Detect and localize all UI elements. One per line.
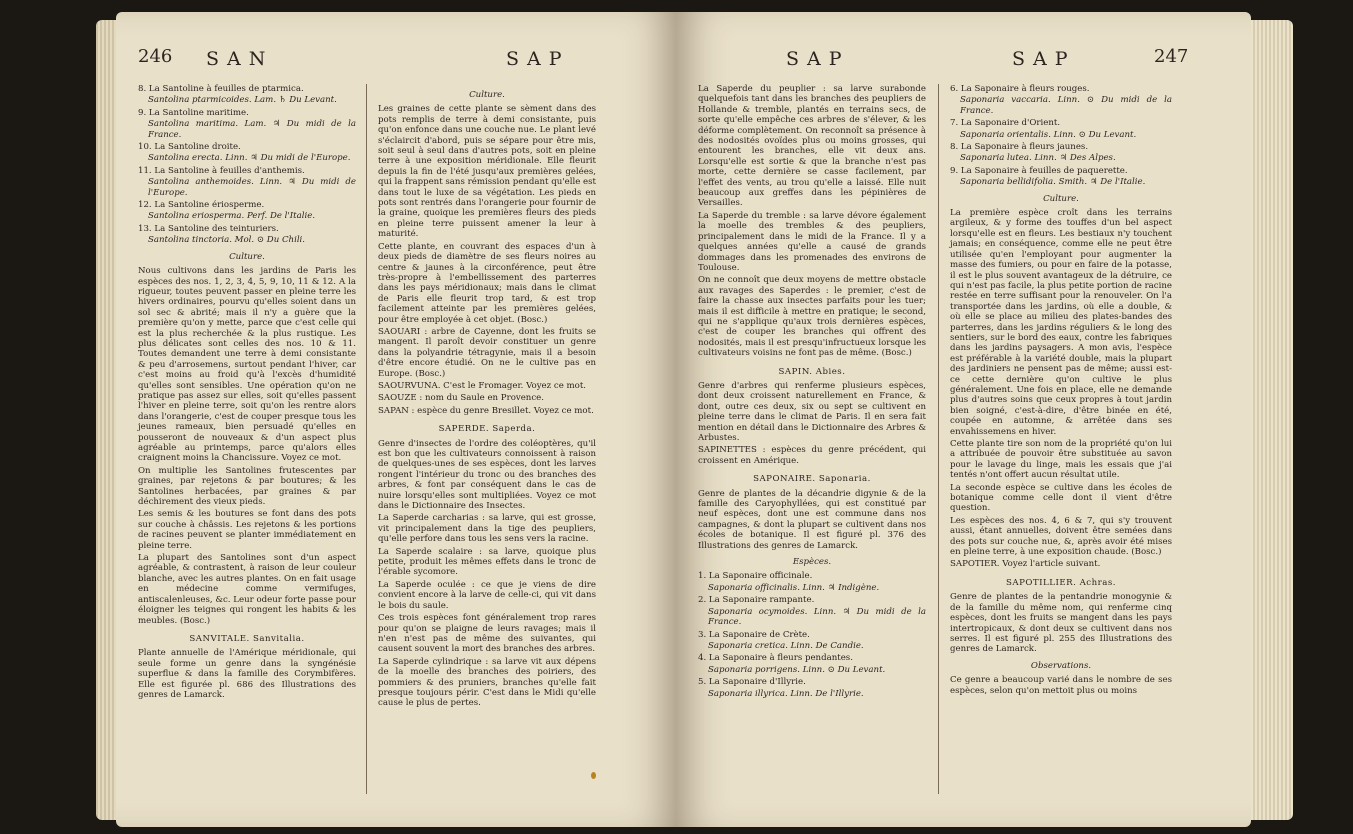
paragraph: Cette plante tire son nom de la propriété qu'on lui a attribuée de pouvoir être substituée au savon pour le lavage du linge, mais les essais que j'ai tentés n'ont offert aucun résultat utile.	[950, 439, 1172, 481]
species-entry: 12. La Santoline ériosperme.	[138, 200, 265, 211]
species-entry: 8. La Santoline à feuilles de ptarmica.	[138, 84, 304, 94]
species-latin-name: Saponaria officinalis. Linn. ♃ Indigène.	[708, 582, 880, 593]
species-entry: 2. La Saponaire rampante.	[698, 595, 815, 606]
page-edges-right	[1249, 20, 1293, 820]
paragraph: La plupart des Santolines sont d'un aspect agréable, & contrastent, à raison de leur couleur blanche, avec les autres plantes. On en fait usage en médecine comme vermifuges, antiscalenleuses, &c. Leur odeur forte passe pour éloigner les teignes qui rongent les habits & les meubles. (Bosc.)	[138, 553, 356, 626]
paragraph: SAPINETTES : espèces du genre précédent, qui croissent en Amérique.	[698, 445, 926, 466]
paragraph: SAPOTIER. Voyez l'article suivant.	[950, 559, 1101, 570]
paragraph: Plante annuelle de l'Amérique méridionale, qui seule forme un genre dans la syngénésie superflue & dans la famille des Corymbifères. Elle est figurée pl. 686 des Illustrations des genres de Lamarck.	[138, 648, 356, 700]
column-2	[950, 84, 1172, 698]
species-entry: 10. La Santoline droite.	[138, 142, 241, 153]
species-latin-name: Santolina erecta. Linn. ♃ Du midi de l'Europe.	[148, 153, 351, 164]
paragraph: La Saperde oculée : ce que je viens de dire convient encore à la larve de celle-ci, qui vit dans le bois du saule.	[378, 579, 596, 611]
species-entry: 11. La Santoline à feuilles d'anthemis.	[138, 165, 305, 176]
paragraph: Cette plante, en couvrant des espaces d'un à deux pieds de diamètre de ses fleurs noires au centre & jaunes à la circonférence, peut être très-propre à l'embellissement des parterres dans les pays méridionaux; mais dans le climat de Paris elle fleurit trop tard, & est trop facilement atteinte par les premières gelées, pour être employée à cet objet. (Bosc.)	[378, 241, 596, 325]
species-entry: 7. La Saponaire d'Orient.	[950, 118, 1061, 129]
paragraph: Ce genre a beaucoup varié dans le nombre de ses espèces, selon qu'on mettoit plus ou moins	[950, 675, 1172, 696]
section-heading: Culture.	[229, 251, 265, 262]
species-entry: 9. La Santoline maritime.	[138, 107, 249, 118]
paragraph: SAOUZE : nom du Saule en Provence.	[378, 393, 544, 404]
species-entry: 1. La Saponaire officinale.	[698, 571, 813, 582]
species-latin-name: Saponaria vaccaria. Linn. ⊙ Du midi de la France.	[960, 95, 1172, 116]
running-head-left: SAN	[206, 48, 274, 70]
paragraph: La Saperde scalaire : sa larve, quoique plus petite, produit les mêmes effets dans le tronc de l'érable sycomore.	[378, 546, 596, 578]
paragraph: Genre de plantes de la décandrie digynie & de la famille des Caryophyllées, qui est constitué par neuf espèces, dont une est commune dans nos campagnes, & dont la plupart se cultivent dans nos écoles de botanique. Il est figuré pl. 376 des Illustrations des genres de Lamarck.	[698, 488, 926, 551]
column-2	[378, 84, 596, 711]
species-latin-name: Santolina maritima. Lam. ♃ Du midi de la France.	[148, 119, 356, 140]
species-latin-name: Saponaria porrigens. Linn. ⊙ Du Levant.	[708, 664, 886, 675]
paragraph: Les espèces des nos. 4, 6 & 7, qui s'y trouvent aussi, étant annuelles, doivent être semées dans des pots sur couche nue, &, après avoir été mises en pleine terre, à une exposition chaude. (Bosc.)	[950, 515, 1172, 558]
article-title: SAPOTILLIER. Achras.	[1006, 577, 1116, 588]
species-latin-name: Saponaria orientalis. Linn. ⊙ Du Levant.	[960, 129, 1137, 140]
paragraph: SAOURVUNA. C'est le Fromager. Voyez ce mot.	[378, 380, 587, 391]
paragraph: La Saperde carcharias : sa larve, qui est grosse, vit principalement dans la tige des peupliers, qu'elle perfore dans tous les sens vers la racine.	[378, 513, 596, 545]
species-entry: 5. La Saponaire d'Illyrie.	[698, 677, 806, 688]
ink-spot	[591, 772, 596, 779]
article-title: SANVITALE. Sanvitalia.	[189, 633, 305, 644]
column-rule	[938, 84, 939, 794]
page-edges-left	[96, 20, 118, 820]
species-latin-name: Santolina ptarmicoides. Lam. ♄ Du Levant.	[148, 95, 337, 106]
paragraph: Genre d'arbres qui renferme plusieurs espèces, dont deux croissent naturellement en France, & dont, outre ces deux, six ou sept se cultivent en pleine terre dans le climat de Paris. Il en sera fait mention en détail dans le Dictionnaire des Arbres & Arbustes.	[698, 380, 926, 443]
column-1	[698, 84, 926, 701]
species-latin-name: Saponaria lutea. Linn. ♃ Des Alpes.	[960, 153, 1116, 164]
section-heading: Culture.	[1043, 193, 1079, 204]
paragraph: Genre de plantes de la pentandrie monogynie & de la famille du même nom, qui renferme cinq espèces, dont les fruits se mangent dans les pays intertropicaux, & dont deux se cultivent dans nos serres. Il est figuré pl. 255 des Illustrations des genres de Lamarck.	[950, 592, 1172, 655]
column-rule	[366, 84, 367, 794]
section-heading: Culture.	[469, 90, 505, 100]
species-latin-name: Saponaria cretica. Linn. De Candie.	[708, 640, 864, 651]
paragraph: La seconde espèce se cultive dans les écoles de botanique comme celle dont il vient d'être question.	[950, 482, 1172, 514]
paragraph: Les graines de cette plante se sèment dans des pots remplis de terre à demi consistante, puis qu'on enfonce dans une couche nue. Le plant levé s'éclaircit d'abord, puis se sépare pour être mis, soit seul à seul dans d'autres pots, soit en pleine terre à une exposition méridionale. Elle fleurit depuis la fin de l'été jusqu'aux premières gelées, qui la frappent sans rémission pendant qu'elle est dans tout le luxe de sa végétation. Les pieds en pots sont rentrés dans l'orangerie pour fournir de la graine, quoique les premières fleurs des pieds en pleine terre puissent amener la leur à maturité.	[378, 104, 596, 240]
article-title: SAPONAIRE. Saponaria.	[753, 474, 871, 485]
paragraph: La première espèce croît dans les terrains argileux, & y forme des touffes d'un bel aspect lorsqu'elle est en fleurs. Les bestiaux n'y touchent jamais; en conséquence, comme elle ne peut être utilisée qu'en l'employant pour augmenter la masse des fumiers, ou pour en faire de la potasse, il est le plus souvent avantageux de la détruire, ce qui n'est pas facile, la plus petite portion de racine restée en terre suffisant pour la renouveler. On l'a transportée dans les jardins, où elle a double, & où elle se place au milieu des plates-bandes des parterres, dans les jardins réguliers & le long des sentiers, sur le bord des eaux, contre les fabriques dans les jardins paysagers. A mon avis, l'espèce est préférable à la variété double, mais la plupart des jardiniers ne pensent pas de même; aussi est-ce cette dernière qu'on cultive le plus généralement. Une fois en place, elle ne demande plus d'autres soins que ceux propres à tout jardin bien soigné, c'est-à-dire, d'être binée en été, coupée en automne, & arrêtée dans ses envahissemens en hiver.	[950, 208, 1172, 437]
paragraph: La Saperde du tremble : sa larve dévore également la moelle des trembles & des peupliers, principalement dans le midi de la France. Il y a quelques années qu'elle a causé de grands dommages dans les promenades des environs de Toulouse.	[698, 210, 926, 273]
section-heading: Observations.	[1030, 660, 1092, 671]
species-entry: 6. La Saponaire à fleurs rouges.	[950, 84, 1090, 94]
species-entry: 3. La Saponaire de Crète.	[698, 629, 810, 640]
species-entry: 8. La Saponaire à fleurs jaunes.	[950, 142, 1089, 153]
paragraph: SAPAN : espèce du genre Bresillet. Voyez ce mot.	[378, 405, 594, 416]
species-latin-name: Saponaria illyrica. Linn. De l'Illyrie.	[708, 688, 864, 699]
paragraph: La Saperde cylindrique : sa larve vit aux dépens de la moelle des branches des poiriers, des pommiers & des pruniers, branches qu'elle fait presque toujours périr. C'est dans le Midi qu'elle cause le plus de pertes.	[378, 656, 596, 709]
article-title: SAPIN. Abies.	[778, 366, 846, 377]
left-page	[116, 12, 676, 827]
species-latin-name: Saponaria bellidifolia. Smith. ♃ De l'Italie.	[960, 177, 1146, 188]
paragraph: On ne connoît que deux moyens de mettre obstacle aux ravages des Saperdes : le premier, c'est de faire la chasse aux insectes parfaits pour les tuer; mais il est difficile à mettre en pratique; le second, qui ne s'applique qu'aux trois dernières espèces, c'est de couper les branches qui offrent des nodosités, mais il est presqu'infructueux lorsque les cultivateurs voisins ne font pas de même. (Bosc.)	[698, 275, 926, 359]
running-head-right: SAP	[506, 48, 570, 70]
running-head-left: SAP	[786, 48, 850, 70]
right-page	[676, 12, 1251, 827]
paragraph: La Saperde du peuplier : sa larve surabonde quelquefois tant dans les branches des peupliers de Hollande & tremble, plantés en terrains secs, de sorte qu'elle empêche ces arbres de s'élever, & les déforme complètement. On reconnoît sa présence à des nodosités ovoïdes plus ou moins grosses, qui entourent les branches, elle vit deux ans. Lorsqu'elle est sortie & que la branche n'est pas morte, cette dernière se casse facilement, par l'effet des vents, au trou qu'elle a laissé. Elle nuit beaucoup aux greffes dans les pépinières de Versailles.	[698, 84, 926, 209]
species-latin-name: Santolina tinctoria. Mol. ⊙ Du Chili.	[148, 235, 306, 246]
species-latin-name: Santolina eriosperma. Perf. De l'Italie.	[148, 211, 316, 222]
page-number: 246	[138, 46, 173, 67]
running-head-right: SAP	[1012, 48, 1076, 70]
species-entry: 4. La Saponaire à fleurs pendantes.	[698, 653, 853, 664]
column-1	[138, 84, 356, 702]
species-entry: 13. La Santoline des teinturiers.	[138, 223, 279, 234]
article-title: SAPERDE. Saperda.	[438, 424, 536, 435]
species-latin-name: Saponaria ocymoides. Linn. ♃ Du midi de la France.	[708, 606, 926, 628]
paragraph: Les semis & les boutures se font dans des pots sur couche à châssis. Les rejetons & les portions de racines peuvent se planter immédiatement en pleine terre.	[138, 509, 356, 551]
open-book	[96, 12, 1296, 827]
species-latin-name: Santolina anthemoides. Linn. ♃ Du midi de l'Europe.	[148, 177, 356, 198]
paragraph: Nous cultivons dans les jardins de Paris les espèces des nos. 1, 2, 3, 4, 5, 9, 10, 11 & 12. A la rigueur, toutes peuvent passer en pleine terre les hivers ordinaires, pourvu qu'elles soient dans un sol sec & abrité; mais il n'y a guère que la première qu'on y mette, parce que c'est celle qui est la plus recherchée & la plus rustique. Les plus délicates sont celles des nos. 10 & 11. Toutes demandent une terre à demi consistante & peu d'arrosemens, surtout pendant l'hiver, car c'est moins au froid qu'à l'excès d'humidité qu'elles sont sensibles. Une opération qu'on ne pratique pas assez sur elles, soit qu'elles passent l'hiver en pleine terre, soit qu'on les rentre alors dans l'orangerie, c'est de couper presque tous les jeunes rameaux, bien persuadé qu'elles en pousseront de nouveaux & d'un aspect plus agréable au printemps, parce qu'alors elles craignent moins la Chancissure. Voyez ce mot.	[138, 266, 356, 464]
paragraph: SAOUARI : arbre de Cayenne, dont les fruits se mangent. Il paroît devoir constituer un genre dans la polyandrie tétragynie, mais il a besoin d'être encore étudié. On ne le cultive pas en Europe. (Bosc.)	[378, 326, 596, 379]
species-entry: 9. La Saponaire à feuilles de paquerette.	[950, 165, 1128, 176]
section-heading: Espèces.	[792, 557, 832, 568]
paragraph: Genre d'insectes de l'ordre des coléoptères, qu'il est bon que les cultivateurs connoissent à raison de quelques-unes de ses espèces, dont les larves rongent l'intérieur du tronc ou des branches des arbres, & font par conséquent dans le cas de nuire lorsqu'elles sont multipliées. Voyez ce mot dans le Dictionnaire des Insectes.	[378, 438, 596, 512]
page-number: 247	[1154, 46, 1189, 67]
paragraph: Ces trois espèces font généralement trop rares pour qu'on se plaigne de leurs ravages; mais il n'en n'est pas de même des suivantes, qui causent souvent la mort des branches des arbres.	[378, 613, 596, 655]
paragraph: On multiplie les Santolines frutescentes par graines, par rejetons & par boutures; & les Santolines herbacées, par graines & par déchirement des vieux pieds.	[138, 465, 356, 508]
